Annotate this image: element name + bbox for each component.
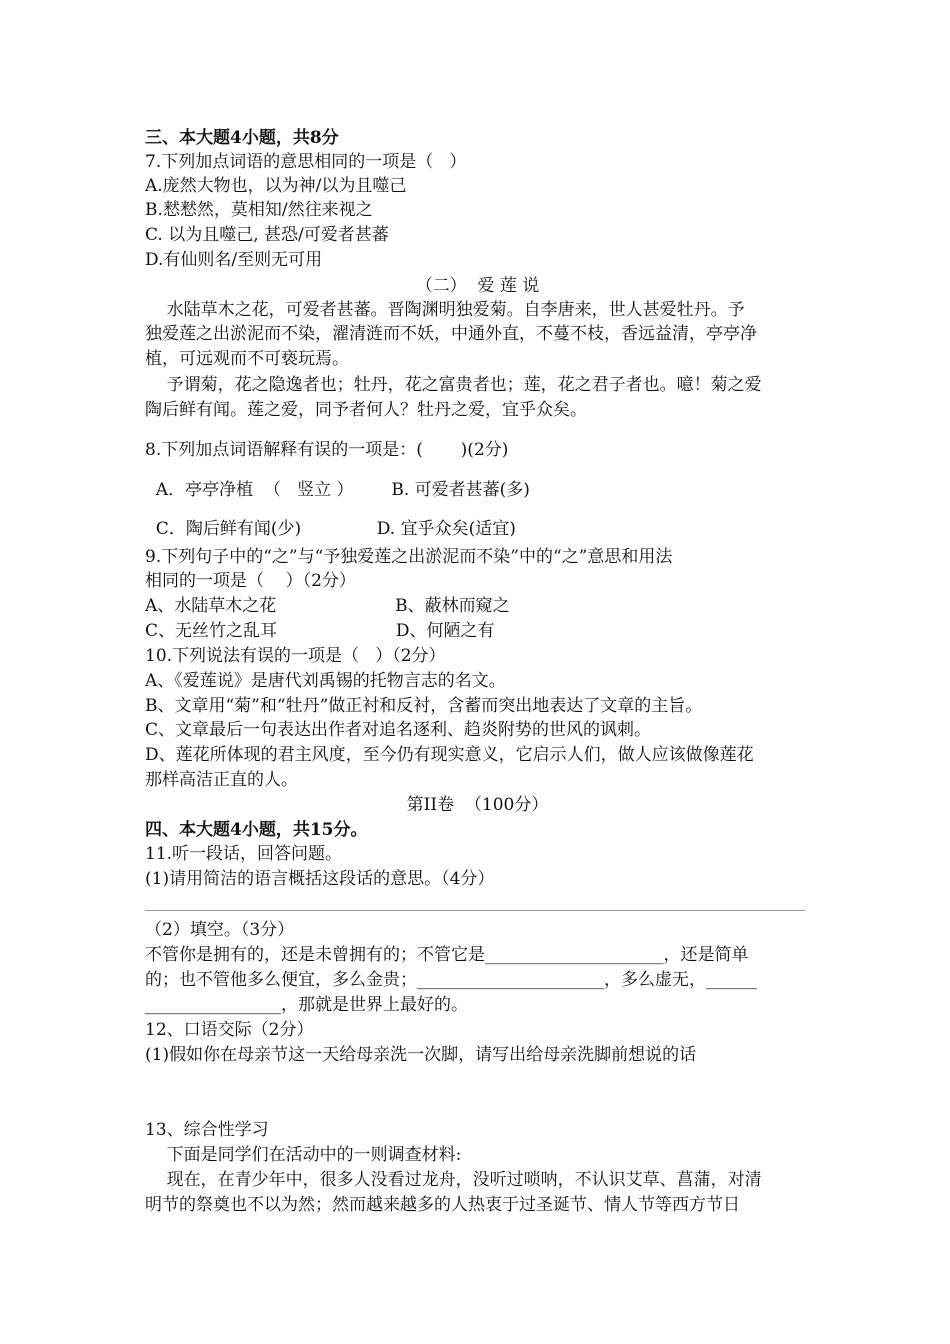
- q12-part1: (1)假如你在母亲节这一天给母亲洗一次脚，请写出给母亲洗脚前想说的话: [145, 1045, 697, 1065]
- passage-line: 陶后鲜有闻。莲之爱，同予者何人？牡丹之爱，宜乎众矣。: [145, 400, 587, 420]
- q11-part2: （2）填空。（3分）: [145, 920, 295, 940]
- volume2-title: 第II卷 （100分）: [406, 795, 549, 815]
- q8-stem: 8.下列加点词语解释有误的一项是：( )(2分): [145, 440, 509, 460]
- q13-stem: 13、综合性学习: [145, 1120, 269, 1140]
- q7-option-a: A.庞然大物也，以为神/以为且噬己: [145, 176, 407, 196]
- q9-options-ab: A、水陆草木之花 B、蔽林而窥之: [145, 596, 510, 616]
- q9-stem: 9.下列句子中的“之”与“予独爱莲之出淤泥而不染”中的“之”意思和用法: [145, 547, 673, 567]
- passage-line: 植，可远观而不可亵玩焉。: [145, 349, 349, 369]
- passage-title: （二） 爱 莲 说: [415, 276, 540, 296]
- q7-option-c: C. 以为且噬己, 甚恐/可爱者甚蕃: [145, 225, 389, 245]
- q9-options-cd: C、无丝竹之乱耳 D、何陋之有: [145, 621, 495, 641]
- q10-stem: 10.下列说法有误的一项是（ ）（2分）: [145, 646, 446, 666]
- q10-option-d-cont: 那样高洁正直的人。: [145, 770, 298, 790]
- q10-option-d: D、莲花所体现的君主风度，至今仍有现实意义，它启示人们，做人应该做像莲花: [145, 745, 754, 765]
- q13-material-line: 现在，在青少年中，很多人没看过龙舟，没听过唢呐，不认识艾草、菖蒲，对清: [145, 1170, 762, 1190]
- passage-line: 独爱莲之出淤泥而不染，濯清涟而不妖，中通外直，不蔓不枝，香远益清，亭亭净: [145, 324, 757, 344]
- q11-part1: (1)请用简洁的语言概括这段话的意思。（4分）: [145, 869, 495, 889]
- passage-line: 予谓菊，花之隐逸者也；牡丹，花之富贵者也；莲，花之君子者也。噫！菊之爱: [145, 375, 762, 395]
- q8-options-ab: A．亭亭净植 （ 竖立 ） B. 可爱者甚蕃(多): [145, 480, 530, 500]
- q13-intro: 下面是同学们在活动中的一则调查材料:: [145, 1145, 462, 1165]
- q7-option-d: D.有仙则名/至则无可用: [145, 250, 323, 270]
- q13-material-line: 明节的祭奠也不以为然；然而越来越多的人热衷于过圣诞节、情人节等西方节日: [145, 1195, 740, 1215]
- q11-stem: 11.听一段话，回答问题。: [145, 844, 343, 864]
- q8-options-cd: C．陶后鲜有闻(少) D. 宜乎众矣(适宜): [145, 519, 516, 539]
- q9-stem-cont: 相同的一项是（ ）（2分）: [145, 571, 356, 591]
- passage-line: 水陆草木之花，可爱者甚蕃。晋陶渊明独爱菊。自李唐来，世人甚爱牡丹。予: [145, 300, 745, 320]
- q11-fill-line: ________________，那就是世界上最好的。: [145, 995, 468, 1015]
- q10-option-c: C、文章最后一句表达出作者对追名逐利、趋炎附势的世风的讽刺。: [145, 720, 652, 740]
- q12-stem: 12、口语交际（2分）: [145, 1020, 314, 1040]
- q7-stem: 7.下列加点词语的意思相同的一项是（ ）: [145, 152, 467, 172]
- q10-option-a: A、《爱莲说》是唐代刘禹锡的托物言志的名文。: [145, 671, 506, 691]
- answer-line[interactable]: [145, 910, 805, 911]
- q11-fill-line: 的；也不管他多么便宜，多么金贵；______________________，多么虚无，______: [145, 970, 757, 990]
- q11-fill-line: 不管你是拥有的，还是未曾拥有的；不管它是_____________________，还是简单: [145, 945, 749, 965]
- section3-heading: 三、本大题4小题，共8分: [145, 128, 339, 148]
- section4-heading: 四、本大题4小题，共15分。: [145, 820, 368, 840]
- q7-option-b: B.慭慭然，莫相知/然往来视之: [145, 200, 373, 220]
- q10-option-b: B、文章用“菊”和“牡丹”做正衬和反衬，含蓄而突出地表达了文章的主旨。: [145, 696, 703, 716]
